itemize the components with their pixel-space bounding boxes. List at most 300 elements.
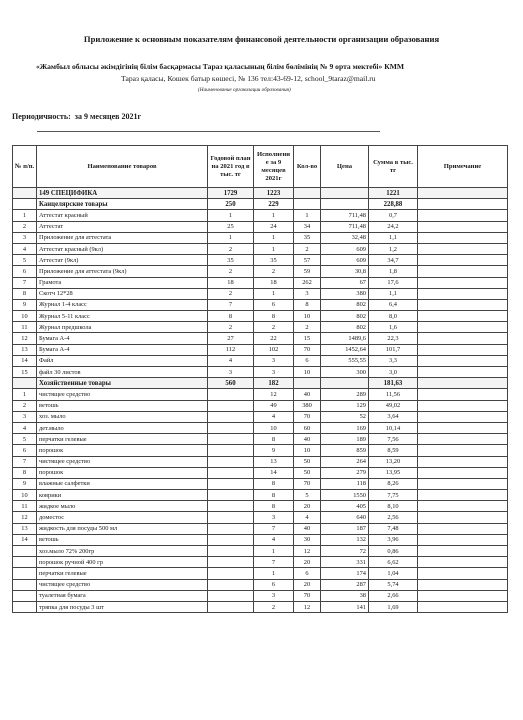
row-plan — [208, 400, 254, 411]
table-row — [13, 445, 508, 456]
row-plan: 112 — [208, 344, 254, 355]
table-row — [13, 232, 508, 243]
row-name: коврики — [37, 490, 208, 501]
row-sum: 13,95 — [369, 467, 418, 478]
row-number — [13, 546, 37, 557]
row-number: 14 — [13, 534, 37, 545]
table-row — [13, 299, 508, 310]
row-qty: 34 — [294, 221, 321, 232]
row-exec: 3 — [254, 512, 294, 523]
table-body — [13, 188, 508, 613]
row-note — [418, 288, 508, 299]
row-name: Приложение для аттестата — [37, 232, 208, 243]
row-name: жидкое мыло — [37, 501, 208, 512]
subsection-row — [13, 199, 508, 210]
table-row — [13, 311, 508, 322]
row-sum: 49,02 — [369, 400, 418, 411]
table-row — [13, 255, 508, 266]
row-name: Хозяйственные товары — [37, 378, 208, 389]
row-sum: 8,0 — [369, 311, 418, 322]
row-note — [418, 579, 508, 590]
row-note — [418, 434, 508, 445]
row-plan: 7 — [208, 299, 254, 310]
table-row — [13, 221, 508, 232]
row-price: 1489,6 — [321, 333, 369, 344]
table-row — [13, 210, 508, 221]
row-name: чистящее средство — [37, 389, 208, 400]
row-exec: 4 — [254, 411, 294, 422]
row-note — [418, 445, 508, 456]
row-number — [13, 568, 37, 579]
row-plan — [208, 568, 254, 579]
row-price: 1452,64 — [321, 344, 369, 355]
row-note — [418, 456, 508, 467]
table-row — [13, 411, 508, 422]
row-sum: 228,88 — [369, 199, 418, 210]
row-note — [418, 523, 508, 534]
row-note — [418, 411, 508, 422]
organization-name: «Жамбыл облысы әкімдігінің білім басқармасы Тараз қаласының білім бөлімінің № 9 орта мектебі» КММ — [36, 62, 405, 71]
row-price: 802 — [321, 299, 369, 310]
row-plan — [208, 590, 254, 601]
table-row — [13, 288, 508, 299]
row-name: Журнал предшкола — [37, 322, 208, 333]
row-price: 141 — [321, 601, 369, 612]
section-row — [13, 188, 508, 199]
row-number — [13, 601, 37, 612]
row-exec: 22 — [254, 333, 294, 344]
table-row — [13, 568, 508, 579]
row-plan — [208, 456, 254, 467]
col-header-num: № п/п. — [13, 146, 37, 188]
row-exec: 6 — [254, 299, 294, 310]
table-row — [13, 355, 508, 366]
finance-table — [12, 145, 508, 613]
row-note — [418, 490, 508, 501]
row-qty: 40 — [294, 434, 321, 445]
period-label: Периодичность: — [12, 112, 71, 121]
row-note — [418, 467, 508, 478]
row-sum: 1,69 — [369, 601, 418, 612]
row-qty: 2 — [294, 243, 321, 254]
row-name: Аттестат (9кл) — [37, 255, 208, 266]
row-exec: 1 — [254, 288, 294, 299]
row-plan — [208, 389, 254, 400]
row-name: доместос — [37, 512, 208, 523]
row-sum: 8,59 — [369, 445, 418, 456]
row-qty: 10 — [294, 311, 321, 322]
row-number: 7 — [13, 277, 37, 288]
row-note — [418, 422, 508, 433]
row-exec: 8 — [254, 311, 294, 322]
row-plan — [208, 601, 254, 612]
row-price — [321, 378, 369, 389]
row-name: Журнал 5-11 класс — [37, 311, 208, 322]
row-price: 711,48 — [321, 221, 369, 232]
row-plan — [208, 579, 254, 590]
section-row — [13, 378, 508, 389]
col-header-plan: Годовой план на 2021 год в тыс. тг — [208, 146, 254, 188]
row-note — [418, 199, 508, 210]
row-price: 132 — [321, 534, 369, 545]
row-note — [418, 557, 508, 568]
row-sum: 1,1 — [369, 288, 418, 299]
row-name: перчатки гелевые — [37, 568, 208, 579]
row-qty: 6 — [294, 355, 321, 366]
row-number: 8 — [13, 467, 37, 478]
row-exec: 14 — [254, 467, 294, 478]
row-qty: 10 — [294, 445, 321, 456]
row-sum: 1,8 — [369, 266, 418, 277]
row-exec: 102 — [254, 344, 294, 355]
row-plan — [208, 512, 254, 523]
row-number: 5 — [13, 255, 37, 266]
row-name: Грамота — [37, 277, 208, 288]
table-row — [13, 512, 508, 523]
row-name: дет.мыло — [37, 422, 208, 433]
row-qty: 380 — [294, 400, 321, 411]
row-plan — [208, 546, 254, 557]
row-sum: 6,4 — [369, 299, 418, 310]
table-row — [13, 333, 508, 344]
row-qty: 40 — [294, 523, 321, 534]
row-name: туалетная бумага — [37, 590, 208, 601]
row-price: 118 — [321, 478, 369, 489]
row-name: чистящее средство — [37, 579, 208, 590]
row-exec: 49 — [254, 400, 294, 411]
row-number — [13, 199, 37, 210]
table-row — [13, 277, 508, 288]
row-sum: 7,75 — [369, 490, 418, 501]
row-price: 802 — [321, 322, 369, 333]
row-note — [418, 389, 508, 400]
row-name: влажные салфетки — [37, 478, 208, 489]
row-price: 72 — [321, 546, 369, 557]
row-qty: 70 — [294, 590, 321, 601]
row-exec: 9 — [254, 445, 294, 456]
row-qty: 70 — [294, 344, 321, 355]
table-row — [13, 422, 508, 433]
row-note — [418, 367, 508, 378]
row-note — [418, 478, 508, 489]
row-number: 2 — [13, 221, 37, 232]
row-number: 3 — [13, 411, 37, 422]
row-sum: 2,56 — [369, 512, 418, 523]
row-plan: 2 — [208, 266, 254, 277]
row-sum: 8,26 — [369, 478, 418, 489]
row-price: 189 — [321, 434, 369, 445]
col-header-note: Примечание — [418, 146, 508, 188]
row-number: 6 — [13, 266, 37, 277]
row-price: 859 — [321, 445, 369, 456]
table-row — [13, 467, 508, 478]
row-number: 2 — [13, 400, 37, 411]
organization-address: Тараз қаласы, Кошек батыр көшесі, № 136 тел:43-69-12, school_9taraz@mail.ru — [121, 74, 376, 83]
row-plan: 1 — [208, 232, 254, 243]
table-header-row — [13, 146, 508, 188]
row-sum: 6,62 — [369, 557, 418, 568]
row-note — [418, 232, 508, 243]
row-price: 174 — [321, 568, 369, 579]
row-qty: 40 — [294, 389, 321, 400]
row-number: 10 — [13, 490, 37, 501]
row-number: 10 — [13, 311, 37, 322]
row-price: 187 — [321, 523, 369, 534]
row-name: ветошь — [37, 534, 208, 545]
row-exec: 8 — [254, 478, 294, 489]
row-qty: 4 — [294, 512, 321, 523]
row-number: 13 — [13, 344, 37, 355]
row-note — [418, 243, 508, 254]
row-sum: 7,48 — [369, 523, 418, 534]
row-number: 11 — [13, 501, 37, 512]
row-sum: 10,14 — [369, 422, 418, 433]
row-exec: 182 — [254, 378, 294, 389]
row-exec: 3 — [254, 355, 294, 366]
row-price: 287 — [321, 579, 369, 590]
row-price: 264 — [321, 456, 369, 467]
row-number: 5 — [13, 434, 37, 445]
table-row — [13, 400, 508, 411]
row-note — [418, 299, 508, 310]
row-number — [13, 188, 37, 199]
row-qty: 35 — [294, 232, 321, 243]
row-note — [418, 311, 508, 322]
row-plan: 4 — [208, 355, 254, 366]
row-name: порошок — [37, 445, 208, 456]
row-number: 15 — [13, 367, 37, 378]
row-price: 405 — [321, 501, 369, 512]
table-row — [13, 434, 508, 445]
row-number: 9 — [13, 299, 37, 310]
row-name: Бумага А-4 — [37, 333, 208, 344]
table-row — [13, 344, 508, 355]
row-price: 279 — [321, 467, 369, 478]
row-sum: 1,04 — [369, 568, 418, 579]
row-name: перчатки гелевые — [37, 434, 208, 445]
row-name: Аттестат — [37, 221, 208, 232]
row-exec: 35 — [254, 255, 294, 266]
row-exec: 1223 — [254, 188, 294, 199]
col-header-name: Наименование товаров — [37, 146, 208, 188]
row-exec: 1 — [254, 546, 294, 557]
row-name: файл 30 листов — [37, 367, 208, 378]
row-name: хоз. мыло — [37, 411, 208, 422]
row-name: Журнал 1-4 класс — [37, 299, 208, 310]
row-name: Приложение для аттестата (9кл) — [37, 266, 208, 277]
row-price: 30,8 — [321, 266, 369, 277]
row-qty: 262 — [294, 277, 321, 288]
row-exec: 18 — [254, 277, 294, 288]
row-qty: 6 — [294, 568, 321, 579]
row-price: 169 — [321, 422, 369, 433]
row-sum: 34,7 — [369, 255, 418, 266]
row-sum: 0,7 — [369, 210, 418, 221]
row-number — [13, 579, 37, 590]
row-qty: 70 — [294, 478, 321, 489]
row-sum: 1,2 — [369, 243, 418, 254]
table-row — [13, 367, 508, 378]
row-note — [418, 322, 508, 333]
row-sum: 1,6 — [369, 322, 418, 333]
row-plan: 2 — [208, 288, 254, 299]
row-plan: 18 — [208, 277, 254, 288]
row-name: Аттестат красный (9кл) — [37, 243, 208, 254]
period-value: за 9 месяцев 2021г — [74, 112, 142, 121]
row-name: чистящее средство — [37, 456, 208, 467]
row-sum: 2,66 — [369, 590, 418, 601]
row-exec: 1 — [254, 210, 294, 221]
row-exec: 8 — [254, 501, 294, 512]
row-note — [418, 378, 508, 389]
row-sum: 1221 — [369, 188, 418, 199]
row-plan: 1729 — [208, 188, 254, 199]
row-plan — [208, 534, 254, 545]
row-qty: 15 — [294, 333, 321, 344]
row-price: 331 — [321, 557, 369, 568]
row-exec: 10 — [254, 422, 294, 433]
row-number: 3 — [13, 232, 37, 243]
row-note — [418, 333, 508, 344]
row-qty: 8 — [294, 299, 321, 310]
row-exec: 1 — [254, 568, 294, 579]
row-number: 1 — [13, 389, 37, 400]
row-sum: 7,56 — [369, 434, 418, 445]
row-price: 640 — [321, 512, 369, 523]
row-qty: 5 — [294, 490, 321, 501]
row-name: Скотч 12*28 — [37, 288, 208, 299]
row-sum: 17,6 — [369, 277, 418, 288]
row-plan: 2 — [208, 322, 254, 333]
row-number — [13, 378, 37, 389]
row-price: 1550 — [321, 490, 369, 501]
row-plan: 1 — [208, 210, 254, 221]
row-exec: 4 — [254, 534, 294, 545]
row-number: 1 — [13, 210, 37, 221]
row-sum: 1,1 — [369, 232, 418, 243]
row-qty: 70 — [294, 411, 321, 422]
row-number: 9 — [13, 478, 37, 489]
row-number: 4 — [13, 243, 37, 254]
row-price: 609 — [321, 243, 369, 254]
row-qty: 1 — [294, 210, 321, 221]
row-sum: 0,86 — [369, 546, 418, 557]
row-qty: 20 — [294, 501, 321, 512]
row-note — [418, 221, 508, 232]
row-name: Аттестат красный — [37, 210, 208, 221]
table-row — [13, 322, 508, 333]
table-row — [13, 243, 508, 254]
row-name: 149 СПЕЦИФИКА — [37, 188, 208, 199]
row-number: 4 — [13, 422, 37, 433]
row-plan — [208, 434, 254, 445]
row-name: Канцелярские товары — [37, 199, 208, 210]
row-note — [418, 546, 508, 557]
row-plan — [208, 467, 254, 478]
row-qty: 57 — [294, 255, 321, 266]
period-line — [12, 112, 141, 121]
row-price: 300 — [321, 367, 369, 378]
row-name: порошок ручной 400 гр — [37, 557, 208, 568]
row-sum: 13,20 — [369, 456, 418, 467]
underline-rule — [37, 131, 380, 132]
row-number: 7 — [13, 456, 37, 467]
document-title: Приложение к основным показателям финансовой деятельности организации образования — [83, 34, 440, 44]
row-plan: 2 — [208, 243, 254, 254]
row-plan — [208, 422, 254, 433]
row-name: порошок — [37, 467, 208, 478]
table-row — [13, 501, 508, 512]
row-price: 52 — [321, 411, 369, 422]
row-number: 12 — [13, 333, 37, 344]
row-note — [418, 255, 508, 266]
table-row — [13, 601, 508, 612]
row-qty: 20 — [294, 557, 321, 568]
row-exec: 3 — [254, 367, 294, 378]
organization-caption: (Наименование организации образования) — [198, 87, 291, 93]
row-number: 14 — [13, 355, 37, 366]
row-plan — [208, 445, 254, 456]
row-qty: 50 — [294, 467, 321, 478]
row-price: 32,48 — [321, 232, 369, 243]
row-exec: 229 — [254, 199, 294, 210]
row-exec: 1 — [254, 243, 294, 254]
row-exec: 13 — [254, 456, 294, 467]
row-price: 711,48 — [321, 210, 369, 221]
row-qty: 20 — [294, 579, 321, 590]
row-plan — [208, 557, 254, 568]
row-plan: 250 — [208, 199, 254, 210]
row-qty: 12 — [294, 546, 321, 557]
row-name: Файл — [37, 355, 208, 366]
row-sum: 3,3 — [369, 355, 418, 366]
row-note — [418, 344, 508, 355]
row-note — [418, 188, 508, 199]
row-exec: 24 — [254, 221, 294, 232]
table-row — [13, 579, 508, 590]
row-sum: 8,10 — [369, 501, 418, 512]
row-plan — [208, 523, 254, 534]
row-plan: 3 — [208, 367, 254, 378]
row-qty — [294, 199, 321, 210]
row-name: хоз.мыло 72% 200гр — [37, 546, 208, 557]
row-note — [418, 355, 508, 366]
row-qty: 59 — [294, 266, 321, 277]
row-exec: 2 — [254, 601, 294, 612]
table-row — [13, 490, 508, 501]
table-row — [13, 456, 508, 467]
row-price: 38 — [321, 590, 369, 601]
row-price: 380 — [321, 288, 369, 299]
table-row — [13, 534, 508, 545]
row-sum: 3,96 — [369, 534, 418, 545]
row-sum: 3,0 — [369, 367, 418, 378]
row-sum: 5,74 — [369, 579, 418, 590]
row-price — [321, 188, 369, 199]
col-header-price: Цена — [321, 146, 369, 188]
row-qty: 60 — [294, 422, 321, 433]
row-name: Бумага А-4 — [37, 344, 208, 355]
row-exec: 2 — [254, 266, 294, 277]
row-plan: 8 — [208, 311, 254, 322]
row-note — [418, 568, 508, 579]
row-exec: 2 — [254, 322, 294, 333]
col-header-qty: Кол-во — [294, 146, 321, 188]
row-exec: 3 — [254, 590, 294, 601]
row-plan — [208, 478, 254, 489]
row-qty: 50 — [294, 456, 321, 467]
row-note — [418, 601, 508, 612]
